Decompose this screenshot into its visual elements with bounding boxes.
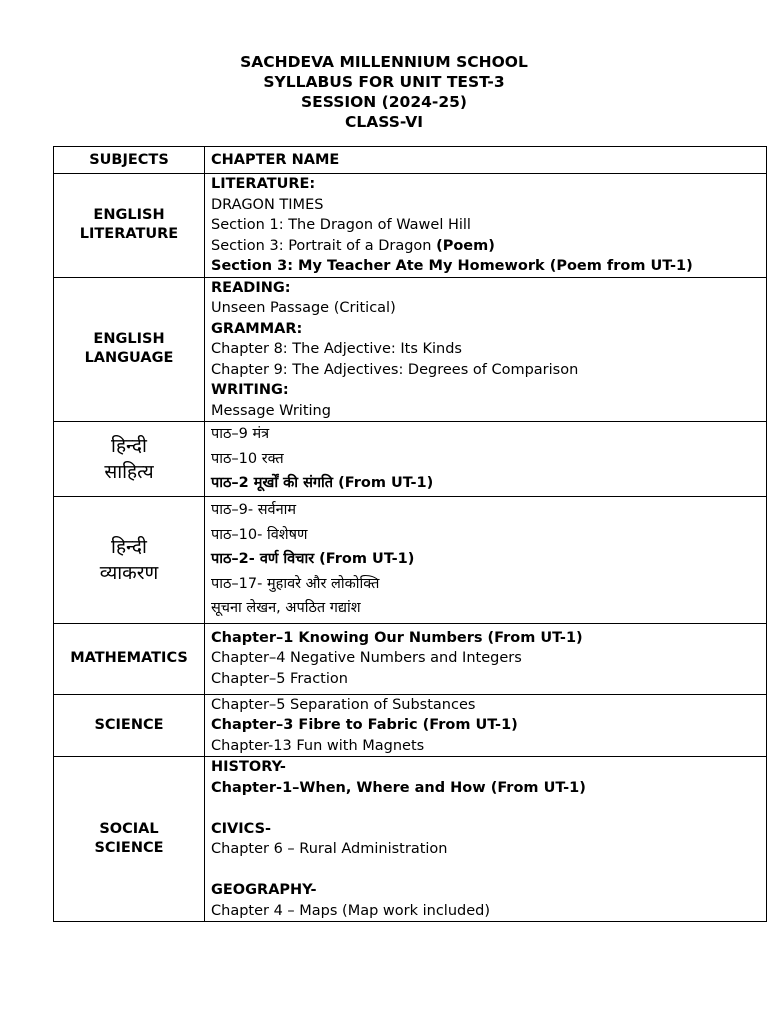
syllabus-title: SYLLABUS FOR UNIT TEST-3 (263, 73, 505, 91)
chapter-line: पाठ–10- विशेषण (211, 526, 308, 543)
subject-label: LITERATURE (79, 226, 179, 243)
subject-cell-english-literature (54, 174, 205, 278)
subject-cell-mathematics: MATHEMATICS (54, 623, 205, 694)
chapter-line: GRAMMAR: (211, 320, 303, 337)
chapter-line: पाठ–17- मुहावरे और लोकोक्ति (211, 575, 380, 592)
syllabus-table (53, 146, 767, 922)
table-row (54, 174, 767, 278)
table-row (54, 623, 767, 694)
chapter-line: DRAGON TIMES (211, 196, 324, 213)
subject-label: ENGLISH (93, 207, 165, 224)
chapter-cell-hindi-sahitya (205, 422, 767, 497)
session-label: SESSION (2024-25) (300, 93, 467, 111)
chapter-line: Chapter 8: The Adjective: Its Kinds (211, 341, 462, 357)
chapter-line: WRITING: (211, 382, 289, 398)
chapter-line: Section 1: The Dragon of Wawel Hill (211, 217, 471, 233)
spacer (211, 860, 760, 881)
chapter-line: Chapter-1–When, Where and How (From UT-1) (211, 779, 586, 796)
chapter-line: सूचना लेखन, अपठित गद्यांश (211, 600, 361, 617)
chapter-cell-social-science (205, 757, 767, 922)
chapter-line: पाठ–2- वर्ण विचार (From UT-1) (211, 551, 415, 568)
subject-cell-science: SCIENCE (54, 694, 205, 757)
chapter-cell-hindi-vyakaran (205, 496, 767, 623)
subject-label: LANGUAGE (84, 350, 174, 367)
chapter-line: Chapter–4 Negative Numbers and Integers (211, 650, 522, 667)
chapter-line: Chapter 4 – Maps (Map work included) (211, 902, 490, 919)
chapter-line: पाठ–10 रक्त (211, 450, 284, 467)
spacer (211, 798, 760, 819)
subject-label: व्याकरण (99, 561, 159, 584)
subject-label: साहित्य (104, 460, 154, 483)
chapter-line: Chapter–3 Fibre to Fabric (From UT-1) (211, 717, 518, 733)
subject-label: हिन्दी (111, 535, 147, 558)
subjects-header: SUBJECTS (54, 147, 205, 174)
subject-cell-hindi-sahitya (54, 422, 205, 497)
document-header (0, 52, 768, 132)
chapter-text: Section 3: Portrait of a Dragon (211, 237, 437, 254)
subject-cell-social-science (54, 757, 205, 922)
chapter-line: Message Writing (211, 402, 331, 419)
chapter-line (211, 236, 760, 257)
chapter-line: Unseen Passage (Critical) (211, 300, 396, 316)
chapter-line: LITERATURE: (211, 176, 316, 192)
chapter-line: पाठ–9- सर्वनाम (211, 502, 297, 519)
chapter-cell-english-language (205, 277, 767, 422)
chapter-line: Chapter–1 Knowing Our Numbers (From UT-1) (211, 629, 583, 646)
chapter-tag: (Poem) (436, 237, 495, 254)
chapter-line: Chapter-13 Fun with Magnets (211, 737, 425, 754)
chapter-cell-science (205, 694, 767, 757)
chapter-line: Chapter–5 Separation of Substances (211, 696, 476, 713)
table-row (54, 496, 767, 623)
table-row (54, 757, 767, 922)
class-label: CLASS-VI (345, 113, 423, 131)
chapter-line: GEOGRAPHY- (211, 882, 317, 898)
chapter-name-header: CHAPTER NAME (205, 147, 767, 174)
subject-label: हिन्दी (111, 434, 147, 457)
chapter-line: Chapter–5 Fraction (211, 670, 348, 687)
school-name: SACHDEVA MILLENNIUM SCHOOL (240, 53, 528, 71)
subject-label: SOCIAL (99, 821, 159, 837)
chapter-line: Chapter 6 – Rural Administration (211, 841, 448, 857)
chapter-line: CIVICS- (211, 820, 272, 837)
chapter-line: HISTORY- (211, 759, 286, 775)
chapter-cell-english-literature (205, 174, 767, 278)
chapter-line: पाठ–9 मंत्र (211, 426, 270, 442)
chapter-cell-mathematics (205, 623, 767, 694)
subject-cell-english-language (54, 277, 205, 422)
chapter-line: पाठ–2 मूर्खों की संगति (From UT-1) (211, 475, 434, 491)
table-header-row (54, 147, 767, 174)
subject-label: SCIENCE (94, 840, 164, 856)
subject-cell-hindi-vyakaran (54, 496, 205, 623)
table-row (54, 422, 767, 497)
table-row (54, 277, 767, 422)
table-row (54, 694, 767, 757)
subject-label: ENGLISH (93, 331, 165, 348)
chapter-line: Chapter 9: The Adjectives: Degrees of Comparison (211, 361, 579, 378)
chapter-line: Section 3: My Teacher Ate My Homework (Poem from UT-1) (211, 258, 693, 274)
chapter-line: READING: (211, 279, 291, 296)
